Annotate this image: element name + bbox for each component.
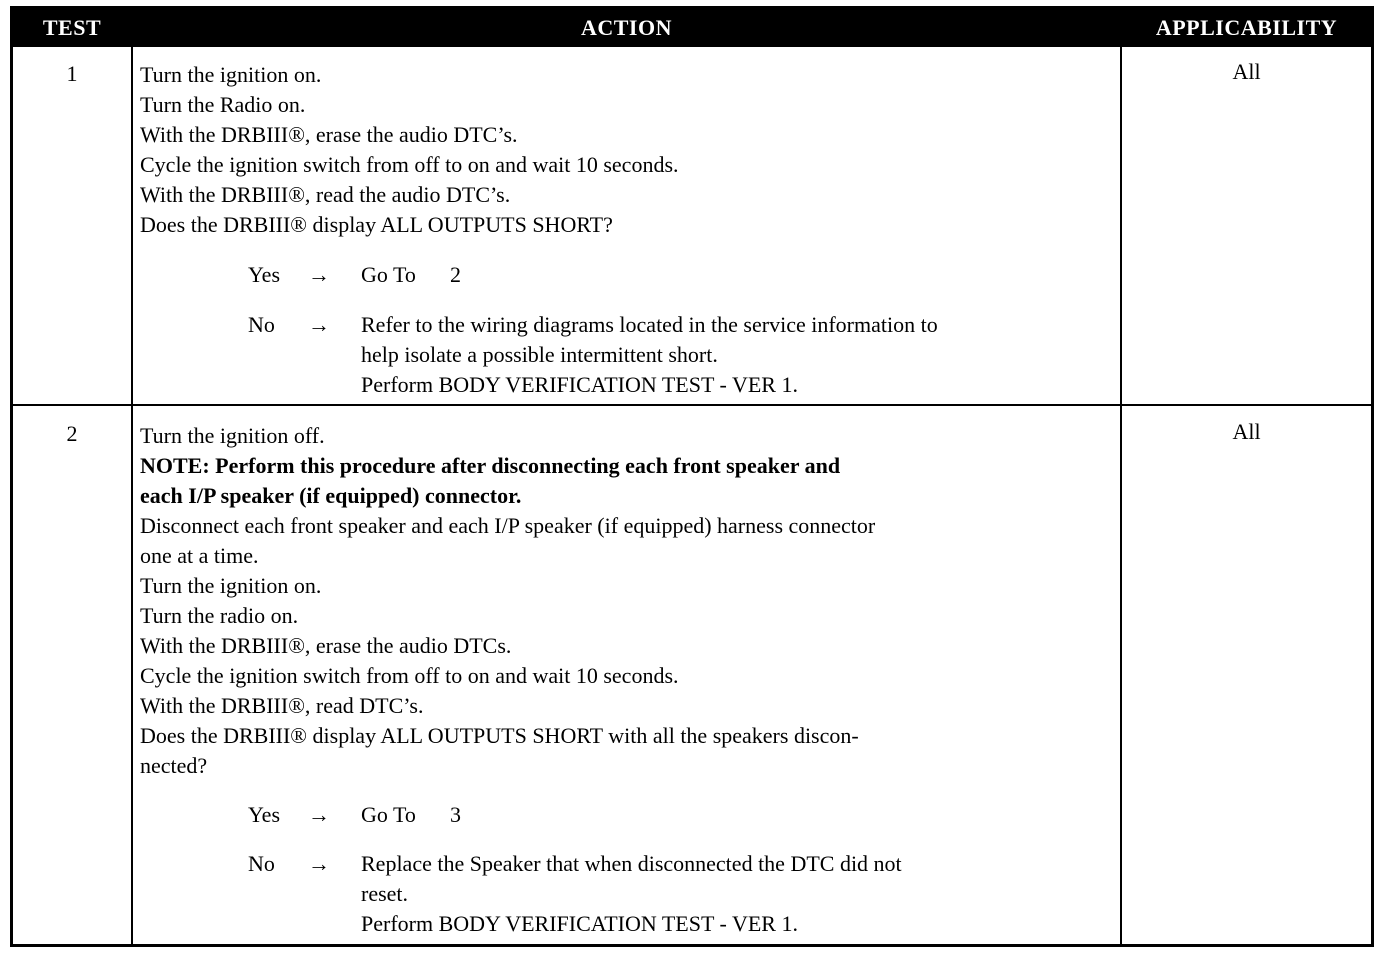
step-line: Cycle the ignition switch from off to on and wait 10 seconds. [140, 663, 679, 688]
step-line: With the DRBIII®, read DTC’s. [140, 693, 424, 718]
response-line: Perform BODY VERIFICATION TEST - VER 1. [361, 372, 798, 397]
goto-label: Go To [361, 802, 416, 827]
step-line: Turn the radio on. [140, 603, 299, 628]
step-line: Turn the Radio on. [140, 92, 306, 117]
step-line: With the DRBIII®, erase the audio DTC’s. [140, 122, 518, 147]
goto-test-link[interactable]: 3 [450, 802, 461, 827]
yes-label: Yes [248, 262, 281, 287]
header-test: TEST [42, 15, 102, 40]
arrow-icon: → [308, 802, 330, 827]
no-label: No [248, 851, 275, 876]
step-line: Does the DRBIII® display ALL OUTPUTS SHORT? [140, 212, 613, 237]
step-line: With the DRBIII®, read the audio DTC’s. [140, 182, 511, 207]
step-line: one at a time. [140, 543, 259, 568]
applicability-value: All [1232, 419, 1261, 444]
test-number: 1 [66, 61, 78, 86]
response-line: Perform BODY VERIFICATION TEST - VER 1. [361, 911, 798, 936]
yes-label: Yes [248, 802, 281, 827]
diagnostic-test-table [10, 6, 1374, 947]
header-action: ACTION [580, 15, 672, 40]
step-line: Turn the ignition on. [140, 62, 322, 87]
step-line: Disconnect each front speaker and each I/P speaker (if equipped) harness connector [140, 513, 876, 538]
arrow-icon: → [308, 312, 330, 337]
arrow-icon: → [308, 851, 330, 876]
yes-response [140, 260, 1116, 290]
goto-test-link[interactable]: 2 [450, 262, 461, 287]
test-number: 2 [66, 421, 78, 446]
header-applicability: APPLICABILITY [1155, 15, 1338, 40]
yes-response [140, 800, 1116, 830]
test-2-action [140, 421, 1116, 939]
table-header [13, 9, 1371, 47]
step-line: Cycle the ignition switch from off to on and wait 10 seconds. [140, 152, 679, 177]
arrow-icon: → [308, 262, 330, 287]
step-line: With the DRBIII®, erase the audio DTCs. [140, 633, 512, 658]
step-line: Does the DRBIII® display ALL OUTPUTS SHORT with all the speakers discon- [140, 723, 859, 748]
step-line: Turn the ignition on. [140, 573, 322, 598]
row-divider [13, 404, 1371, 406]
response-line: reset. [361, 881, 409, 906]
response-line: Refer to the wiring diagrams located in the service information to [361, 312, 938, 337]
applicability-value: All [1232, 59, 1261, 84]
step-line: nected? [140, 753, 208, 778]
note-line: each I/P speaker (if equipped) connector. [140, 483, 522, 508]
response-line: help isolate a possible intermittent short. [361, 342, 718, 367]
test-1-action [140, 60, 1116, 400]
response-line: Replace the Speaker that when disconnected the DTC did not [361, 851, 902, 876]
goto-label: Go To [361, 262, 416, 287]
note-line: NOTE: Perform this procedure after disconnecting each front speaker and [140, 453, 841, 478]
column-divider [1120, 47, 1122, 944]
column-divider [131, 47, 133, 944]
no-response [140, 310, 1116, 400]
step-line: Turn the ignition off. [140, 423, 325, 448]
no-response [140, 849, 1116, 939]
no-label: No [248, 312, 275, 337]
